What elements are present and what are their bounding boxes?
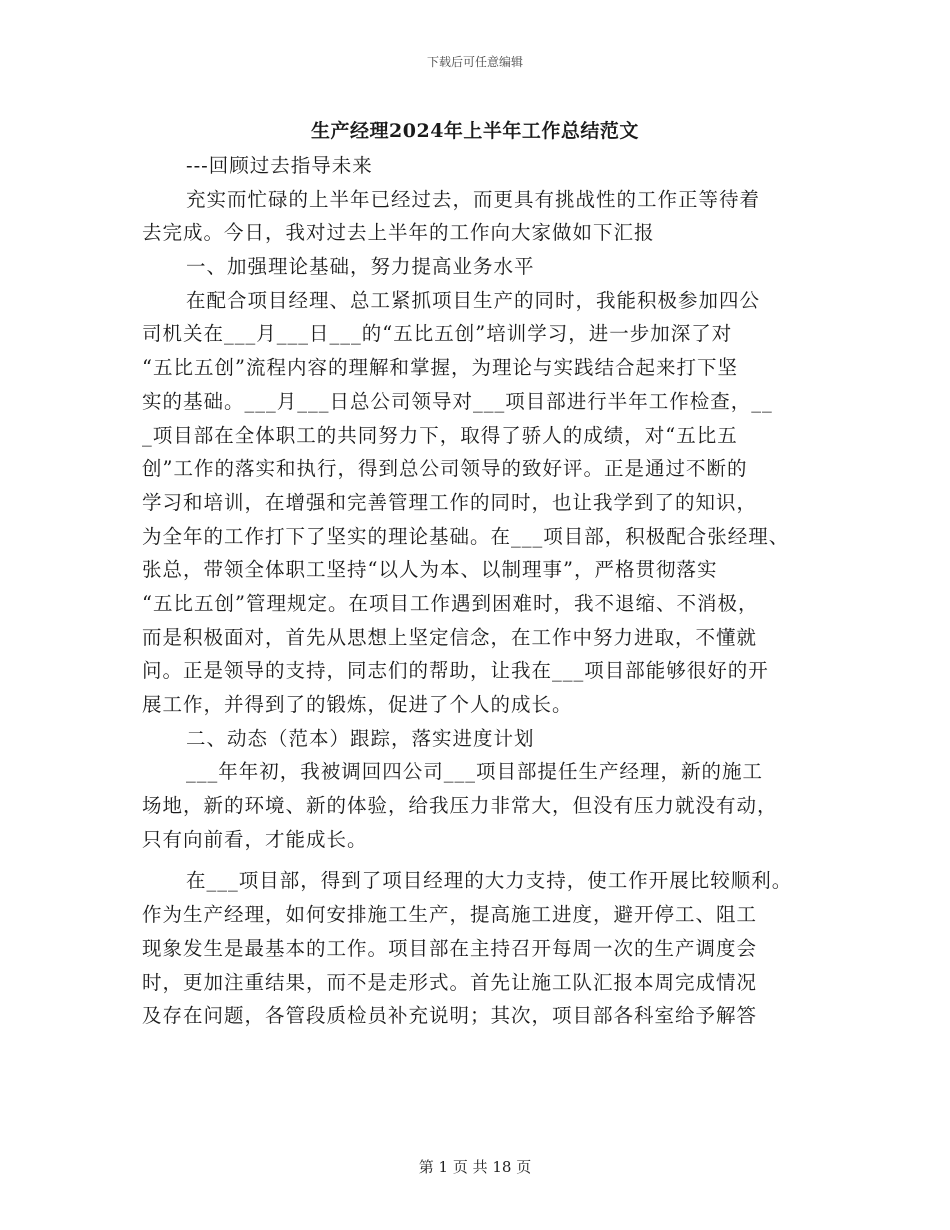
header-note: 下载后可任意编辑: [426, 55, 523, 69]
paragraph-line: 而是积极面对，首先从思想上坚定信念，在工作中努力进取，不懂就: [142, 625, 758, 649]
paragraph-line: 问。正是领导的支持，同志们的帮助，让我在___项目部能够很好的开: [142, 659, 769, 683]
paragraph-line: ___年年初，我被调回四公司___项目部提任生产经理，新的施工: [186, 760, 764, 784]
paragraph-line: 现象发生是最基本的工作。项目部在主持召开每周一次的生产调度会: [142, 936, 758, 960]
paragraph-gap: [142, 856, 812, 864]
paragraph-line: 去完成。今日，我对过去上半年的工作向大家做如下汇报: [142, 221, 655, 245]
paragraph-line: 创”工作的落实和执行，得到总公司领导的致好评。正是通过不断的: [142, 457, 748, 481]
paragraph-line: 张总，带领全体职工坚持“以人为本、以制理事”，严格贯彻落实: [142, 558, 718, 582]
paragraph-line: 作为生产经理，如何安排施工生产，提高施工进度，避开停工、阻工: [142, 903, 758, 927]
section-heading: 一、加强理论基础，努力提高业务水平: [186, 255, 535, 279]
paragraph-line: 司机关在___月___日___的“五比五创”培训学习，进一步加深了对: [142, 322, 733, 346]
paragraph-line: 时，更加注重结果，而不是走形式。首先让施工队汇报本周完成情况: [142, 970, 758, 994]
paragraph-line: 只有向前看，才能成长。: [142, 827, 368, 851]
subtitle-line: ---回顾过去指导未来: [186, 154, 373, 177]
paragraph-line: 充实而忙碌的上半年已经过去，而更具有挑战性的工作正等待着: [186, 187, 761, 211]
page-number: 第 1 页 共 18 页: [418, 1158, 532, 1176]
paragraph-line: “五比五创”流程内容的理解和掌握，为理论与实践结合起来打下坚: [142, 356, 738, 380]
paragraph-line: 实的基础。___月___日总公司领导对___项目部进行半年工作检查，__: [142, 389, 773, 413]
document-title: 生产经理2024年上半年工作总结范文: [311, 120, 639, 142]
paragraph-line: 在___项目部，得到了项目经理的大力支持，使工作开展比较顺利。: [186, 869, 793, 893]
document-body: [142, 149, 812, 1033]
paragraph-line: _项目部在全体职工的共同努力下，取得了骄人的成绩，对“五比五: [142, 423, 738, 447]
paragraph-line: 及存在问题，各管段质检员补充说明；其次，项目部各科室给予解答: [142, 1004, 758, 1028]
paragraph-line: “五比五创”管理规定。在项目工作遇到困难时，我不退缩、不消极，: [142, 591, 759, 615]
section-heading: 二、动态（范本）跟踪，落实进度计划: [186, 726, 535, 750]
paragraph-line: 展工作，并得到了的锻炼，促进了个人的成长。: [142, 693, 573, 716]
paragraph-line: 在配合项目经理、总工紧抓项目生产的同时，我能积极参加四公: [186, 288, 761, 312]
paragraph-line: 场地，新的环境、新的体验，给我压力非常大，但没有压力就没有动，: [142, 794, 778, 818]
paragraph-line: 学习和培训，在增强和完善管理工作的同时，也让我学到了的知识，: [142, 490, 758, 514]
paragraph-line: 为全年的工作打下了坚实的理论基础。在___项目部，积极配合张经理、: [142, 524, 790, 548]
